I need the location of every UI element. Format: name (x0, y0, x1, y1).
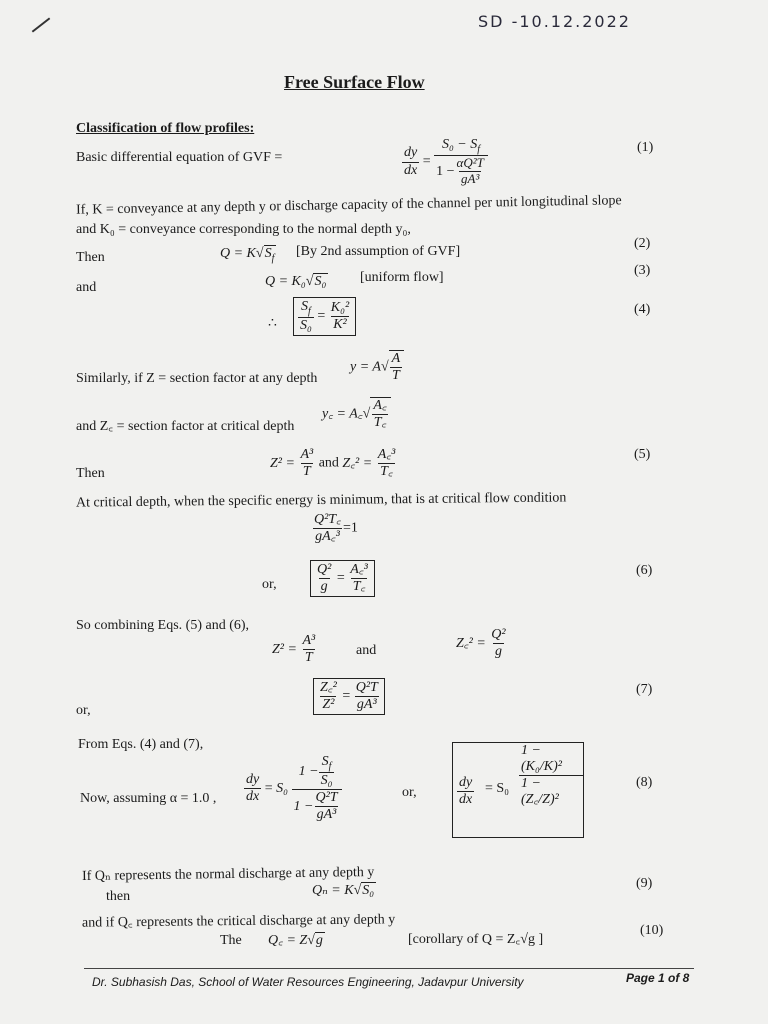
z-squared-eq: Z² = $\frac{\text{A³}}{T}$ (272, 633, 316, 666)
eq-number-1: (1) (637, 140, 654, 155)
equation-1: $\frac{dy}{dx}$ = $S_0 - S_f$ 1 − $\frac{\text{αQ²T}}{\text{gA³}}$ (402, 137, 488, 187)
equation-8-box: $\frac{dy}{dx}$ = S₀ $\frac{\text{1 − (K₀/K)²}}{\text{1 − (Z꜀/Z)²}}$ (452, 742, 584, 838)
critical-condition-eq: $\frac{\text{Q²T꜀}}{\text{gA꜀³}}$ =1 (314, 512, 358, 545)
eq-8-left: $\frac{dy}{dx}$ = S₀ 1 − $\frac{S_f}{\text{S₀}}$ 1 − $\frac{\text{Q²T}}{\text{gA³}}$ (244, 754, 342, 824)
yc-section-factor-eq: y꜀ = A꜀√ $\frac{A꜀}{T꜀}$ (322, 397, 391, 431)
pen-mark (32, 17, 51, 32)
k-definition: If, K = conveyance at any depth y or discharge capacity of the channel per unit longitudinal slope (75, 193, 622, 218)
therefore-symbol: ∴ (268, 316, 277, 331)
eq-number-8: (8) (636, 775, 653, 790)
page-title: Free Surface Flow (284, 72, 425, 92)
eq-number-2: (2) (634, 236, 651, 251)
footer-author: Dr. Subhasish Das, School of Water Resources Engineering, Jadavpur University (92, 975, 524, 989)
then-label-2: Then (76, 466, 105, 481)
equation-10: Q꜀ = Z√g (268, 933, 323, 948)
zc-definition: and Z꜀ = section factor at critical depth (76, 419, 295, 434)
eq-number-7: (7) (636, 682, 653, 697)
k0-definition: and K₀ = conveyance corresponding to the normal depth y₀, (76, 222, 411, 237)
corollary-note: [corollary of Q = Z꜀√g ] (408, 932, 544, 947)
y-section-factor-eq: y = A√ $\frac{A}{T}$ (350, 350, 404, 384)
equation-9: Qₙ = K√S₀ (312, 883, 375, 898)
zc-squared-eq: Z꜀² = $\frac{\text{Q²}}{g}$ (456, 627, 506, 660)
equation-5: Z² = $\frac{\text{A³}}{T}$ and Z꜀² = $\frac{\text{A꜀³}}{T꜀}$ (270, 447, 396, 480)
qc-text: and if Q꜀ represents the critical discharge at any depth y (81, 912, 396, 931)
the-label: The (220, 933, 242, 948)
gvf-assumption-note: [By 2nd assumption of GVF] (296, 244, 461, 259)
equation-3: Q = K₀√S₀ (265, 274, 327, 289)
then-label-1: Then (76, 250, 105, 265)
eq-number-9: (9) (636, 876, 653, 891)
uniform-flow-note: [uniform flow] (360, 270, 444, 285)
or-label-2: or, (76, 703, 91, 718)
page-number: Page 1 of 8 (626, 971, 690, 985)
eq-number-4: (4) (634, 302, 651, 317)
date-annotation: SD -10.12.2022 (478, 12, 631, 31)
eq-number-5: (5) (634, 447, 651, 462)
and-label-1: and (76, 280, 97, 295)
or-label-1: or, (262, 577, 277, 592)
similarly-text: Similarly, if Z = section factor at any depth (76, 371, 318, 386)
then-label-3: then (106, 889, 131, 904)
section-heading: Classification of flow profiles: (76, 121, 255, 136)
eq-number-3: (3) (634, 263, 651, 278)
footer-rule (84, 968, 694, 969)
equation-2: $Q = K√S_f$ (220, 246, 275, 264)
or-label-3: or, (402, 785, 417, 800)
combining-text: So combining Eqs. (5) and (6), (76, 618, 250, 633)
equation-7-box: $\frac{\text{Z꜀²}}{\text{Z²}}$ = $\frac{\text{Q²T}}{\text{gA³}}$ (313, 678, 385, 715)
equation-4-box: $\frac{S_f}{\text{S₀}}$ = $\frac{\text{K₀²}}{\text{K²}}$ (293, 297, 356, 336)
eq-number-6: (6) (636, 563, 653, 578)
eq-number-10: (10) (640, 923, 664, 938)
qn-text: If Qₙ represents the normal discharge at any depth y (81, 864, 375, 885)
equation-6-box: $\frac{\text{Q²}}{g}$ = $\frac{\text{A꜀³}}{T꜀}$ (310, 560, 375, 597)
gvf-label: Basic differential equation of GVF = (76, 150, 283, 165)
and-label-mid: and (356, 643, 377, 658)
from-eqs-text: From Eqs. (4) and (7), (78, 737, 204, 752)
critical-depth-text: At critical depth, when the specific energy is minimum, that is at critical flow condition (75, 490, 567, 511)
assuming-text: Now, assuming α = 1.0 , (80, 791, 217, 806)
